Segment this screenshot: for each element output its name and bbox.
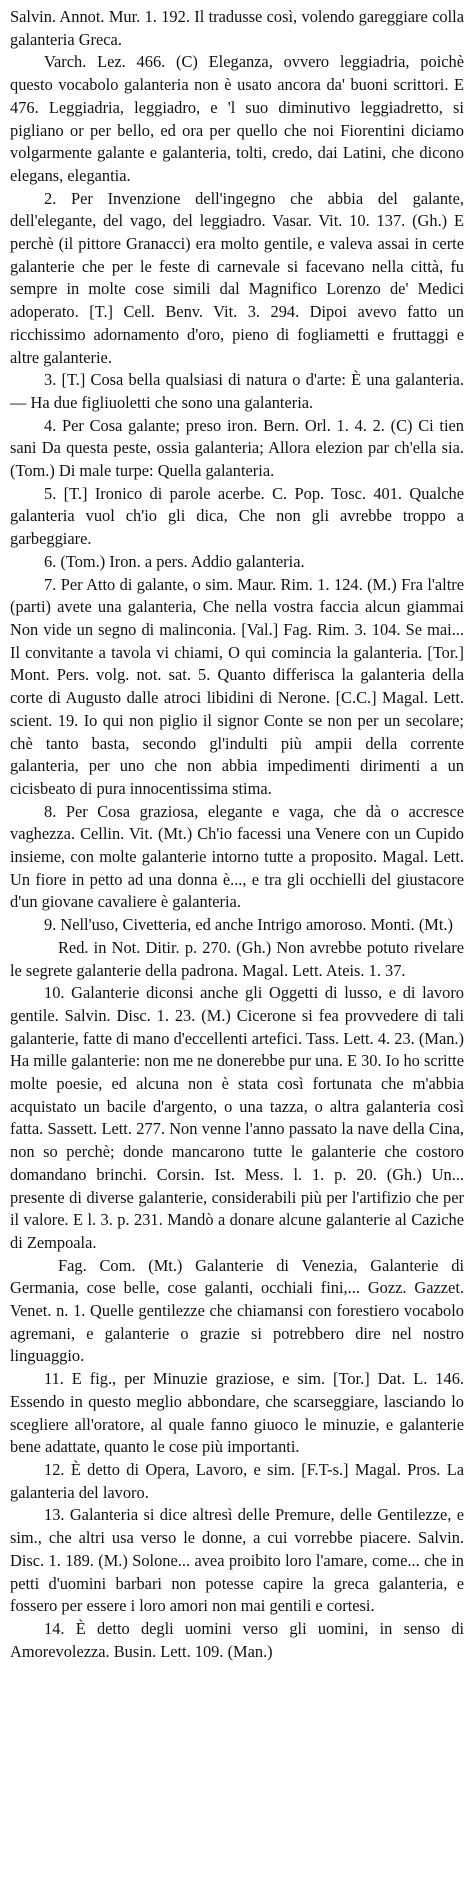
entry-paragraph: Varch. Lez. 466. (C) Eleganza, ovvero leggiadria, poichè questo vocabolo galanteria non è usato ancora da' buoni scrittori. E 476. Leggiadria, leggiadro, e 'l suo diminutivo leggiadretto, si pigliano or per bello, ed ora per quello che noi Fiorentini diciamo volgarmente galante e galanteria, tolti, credo, dai Latini, che dicono elegans, elegantia. — [10, 52, 464, 185]
entry-paragraph: Fag. Com. (Mt.) Galanterie di Venezia, Galanterie di Germania, cose belle, cose galanti, occhiali fini,... Gozz. Gazzet. Venet. n. 1. Quelle gentilezze che chiamansi con forestiero vocabolo agremani, e galanterie o grazie si potrebbero dire nel nostro linguaggio. — [10, 1255, 464, 1366]
entry-paragraph: Red. in Not. Ditir. p. 270. (Gh.) Non avrebbe potuto rivelare le segrete galanterie della padrona. Magal. Lett. Ateis. 1. 37. — [10, 937, 464, 980]
sense-9-paragraph: 9. Nell'uso, Civetteria, ed anche Intrigo amoroso. Monti. (Mt.) — [44, 915, 453, 935]
entry-paragraph: Salvin. Annot. Mur. 1. 192. Il tradusse così, volendo gareggiare colla galanteria Greca. — [10, 7, 464, 49]
sense-8-paragraph: 8. Per Cosa graziosa, elegante e vaga, che dà o accresce vaghezza. Cellin. Vit. (Mt.) Ch'io facessi una Venere con un Cupido insieme, con molte galanterie intorno tutte a proposito. Magal. Lett. Un fiore in petto ad una donna è..., e tra gli occhielli del giustacore d'un giovane cavaliere è galanteria. — [10, 801, 464, 912]
sense-14-paragraph: 14. È detto degli uomini verso gli uomini, in senso di Amorevolezza. Busin. Lett. 109. (Man.) — [10, 1618, 464, 1661]
sense-13-paragraph: 13. Galanteria si dice altresì delle Premure, delle Gentilezze, e sim., che altri usa verso le donne, a cui vorrebbe piacere. Salvin. Disc. 1. 189. (M.) Solone... avea proibito loro l'amare, come... che in petti d'uomini barbari non potesse capire la greca galanteria, e fossero per essere i loro amori non mai gentili e cortesi. — [10, 1505, 464, 1616]
sense-11-paragraph: 11. E fig., per Minuzie graziose, e sim. [Tor.] Dat. L. 146. Essendo in questo meglio abbondare, che scarseggiare, lasciando lo scegliere all'oratore, al quale fanno giuoco le minuzie, e galanterie bene adattate, quanto le cose più importanti. — [10, 1369, 464, 1457]
sense-6-paragraph: 6. (Tom.) Iron. a pers. Addio galanteria. — [44, 551, 305, 571]
sense-3-paragraph: 3. [T.] Cosa bella qualsiasi di natura o d'arte: È una galanteria. — Ha due figliuoletti che sono una galanteria. — [10, 370, 464, 412]
sense-12-paragraph: 12. È detto di Opera, Lavoro, e sim. [F.T-s.] Magal. Pros. La galanteria del lavoro. — [10, 1460, 464, 1502]
sense-5-paragraph: 5. [T.] Ironico di parole acerbe. C. Pop. Tosc. 401. Qualche galanteria vuol ch'io gli dica, Che non gli avrebbe troppo a garbeggiare. — [10, 483, 464, 549]
sense-7-paragraph: 7. Per Atto di galante, o sim. Maur. Rim. 1. 124. (M.) Fra l'altre (parti) avete una galanteria, Che nella vostra faccia alcun giammai Non vide un segno di malinconia. [Val.] Fag. Rim. 3. 104. Se mai... Il convitante a tavola vi chiami, O qui comincia la galanteria. [Tor.] Mont. Pers. volg. not. sat. 5. Quanto differisca la galanteria della corte di Augusto dalle atroci libidini di Nerone. [C.C.] Magal. Lett. scient. 19. Io qui non piglio il signor Conte se non per un secolare; chè tanto basta, secondo gl'indulti più ampii della corrente galanteria, per uno che non abbia impedimenti dirimenti a un cicisbeato di pura innocentissima stima. — [10, 574, 464, 798]
sense-2-paragraph: 2. Per Invenzione dell'ingegno che abbia del galante, dell'elegante, del vago, del leggiadro. Vasar. Vit. 10. 137. (Gh.) E perchè (il pittore Granacci) era molto gentile, e valeva assai in certe galanterie che per le feste di carnevale si facevano nella città, fu sempre in molte cose simili dal Magnifico Lorenzo de' Medici adoperato. [T.] Cell. Benv. Vit. 3. 294. Dipoi avevo fatto un ricchissimo adornamento d'oro, pieno di fogliametti e fruttaggi e altre galanterie. — [10, 188, 464, 367]
sense-10-paragraph: 10. Galanterie diconsi anche gli Oggetti di lusso, e di lavoro gentile. Salvin. Disc. 1. 23. (M.) Cicerone si fea provvedere di tali galanterie, fatte di mano d'eccellenti artefici. Tass. Lett. 4. 23. (Man.) Ha mille galanterie: non me ne donerebbe pur una. E 30. Io ho scritte molte poesie, ed alcuna non è stata così fortunata che m'abbia acquistato un bacile d'argento, o una tazza, o altra galanteria così fatta. Sassett. Lett. 277. Non venne l'anno passato la nave della Cina, non so perchè; donde mancarono tutte le galanterie che costoro domandano brinchi. Corsin. Ist. Mess. l. 1. p. 20. (Gh.) Un... presente di diverse galanterie, considerabili più per l'artifizio che per il valore. E l. 3. p. 231. Mandò a donare alcune galanterie al Caziche di Zempoala. — [10, 983, 464, 1252]
sense-4-paragraph: 4. Per Cosa galante; preso iron. Bern. Orl. 1. 4. 2. (C) Ci tien sani Da questa peste, ossia galanteria; Allora elezion par ch'ella sia. (Tom.) Di male turpe: Quella galanteria. — [10, 415, 464, 481]
